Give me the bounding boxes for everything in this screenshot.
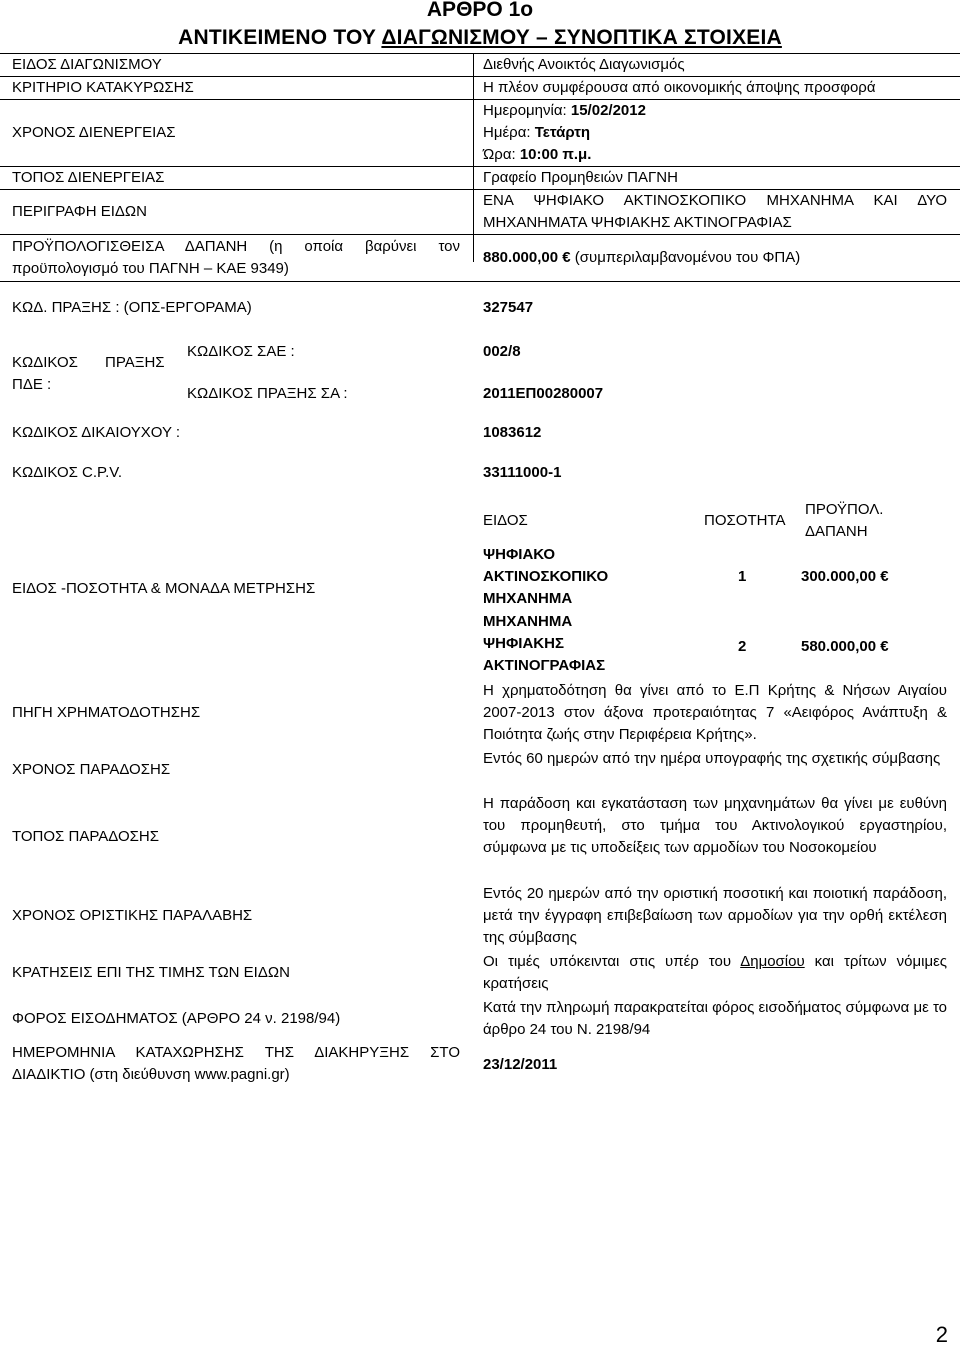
item-2-qty: 2 — [738, 638, 747, 655]
place-value: Γραφείο Προμηθειών ΠΑΓΝΗ — [483, 169, 678, 186]
ops-code-label: ΚΩΔ. ΠΡΑΞΗΣ : (ΟΠΣ-ΕΡΓΟΡΑΜΑ) — [12, 299, 252, 316]
sa-code-value: 2011ΕΠ00280007 — [483, 385, 604, 402]
award-criterion-value: Η πλέον συμφέρουσα από οικονομικής άποψης προσφορά — [483, 79, 876, 96]
time-hour — [483, 144, 947, 166]
publication-label: ΗΜΕΡΟΜΗΝΙΑ ΚΑΤΑΧΩΡΗΣΗΣ ΤΗΣ ΔΙΑΚΗΡΥΞΗΣ ΣΤΟ ΔΙΑΔΙΚΤΙΟ (στη διεύθυνση www.pagni.gr) — [12, 1044, 460, 1083]
item-2-cost — [801, 636, 889, 658]
hour-label: Ώρα: — [483, 146, 520, 163]
item-1-line-3: ΜΗΧΑΝΗΜΑ — [483, 590, 573, 607]
item-1-qty: 1 — [738, 568, 747, 585]
date-value: 15/02/2012 — [570, 102, 646, 119]
euro-symbol: € — [880, 568, 889, 585]
item-2-line-1: ΜΗΧΑΝΗΜΑ — [483, 613, 573, 630]
delivery-time-value: Εντός 60 ημερών από την ημέρα υπογραφής της σχετικής σύμβασης — [483, 750, 941, 767]
funding-value: Η χρηματοδότηση θα γίνει από το Ε.Π Κρήτης & Νήσων Αιγαίου 2007-2013 στον άξονα προτεραιότητας 7 «Αειφόρος Ανάπτυξη & Ποιότητα ζωής στην Περιφέρεια Κρήτης». — [483, 682, 947, 743]
day-value: Τετάρτη — [534, 124, 591, 141]
items-header-item: ΕΙΔΟΣ — [483, 512, 528, 529]
item-2-cost-value: 580.000,00 — [801, 638, 877, 655]
cpv-label: ΚΩΔΙΚΟΣ C.P.V. — [12, 464, 123, 481]
deductions-text-b: και τρίτων νόμιμες κρατήσεις — [483, 953, 947, 992]
row-divider — [0, 234, 960, 235]
description-label: ΠΕΡΙΓΡΑΦΗ ΕΙΔΩΝ — [12, 203, 147, 220]
ops-code-value: 327547 — [483, 299, 534, 316]
sae-code-label: ΚΩΔΙΚΟΣ ΣΑΕ : — [187, 343, 295, 360]
items-label: ΕΙΔΟΣ -ΠΟΣΟΤΗΤΑ & ΜΟΝΑΔΑ ΜΕΤΡΗΣΗΣ — [12, 580, 316, 597]
sa-code-label: ΚΩΔΙΚΟΣ ΠΡΑΞΗΣ ΣΑ : — [187, 385, 348, 402]
budget-value — [483, 247, 947, 269]
time-date — [483, 100, 947, 122]
budget-label: ΠΡΟΫΠΟΛΟΓΙΣΘΕΙΣΑ ΔΑΠΑΝΗ (η οποία βαρύνει τον προϋπολογισμό του ΠΑΓΝΗ – ΚΑΕ 9349) — [12, 238, 460, 277]
award-criterion-label: ΚΡΙΤΗΡΙΟ ΚΑΤΑΚΥΡΩΣΗΣ — [12, 79, 194, 96]
item-1-cost-value: 300.000,00 — [801, 568, 877, 585]
article-subject — [0, 26, 960, 50]
deductions-text-underlined: Δημοσίου — [740, 953, 805, 970]
place-label: ΤΟΠΟΣ ΔΙΕΝΕΡΓΕΙΑΣ — [12, 169, 165, 186]
article-subject-underlined: ΔΙΑΓΩΝΙΣΜΟΥ – ΣΥΝΟΠΤΙΚΑ ΣΤΟΙΧΕΙΑ — [381, 26, 782, 49]
final-acceptance-value: Εντός 20 ημερών από την οριστική ποσοτική και ποιοτική παράδοση, μετά την έγγραφη επιβεβαίωση των αρμοδίων για την ορθή εκτέλεση της σύμβασης — [483, 885, 947, 946]
page-number: 2 — [935, 1322, 948, 1347]
article-heading: ΑΡΘΡΟ 1ο — [426, 0, 534, 21]
items-header-qty: ΠΟΣΟΤΗΤΑ — [704, 512, 786, 529]
income-tax-value: Κατά την πληρωμή παρακρατείται φόρος εισοδήματος σύμφωνα με το άρθρο 24 του Ν. 2198/94 — [483, 999, 947, 1038]
income-tax-label: ΦΟΡΟΣ ΕΙΣΟΔΗΜΑΤΟΣ (ΑΡΘΡΟ 24 ν. 2198/94) — [12, 1010, 341, 1027]
item-1-line-2: ΑΚΤΙΝΟΣΚΟΠΙΚΟ — [483, 568, 609, 585]
item-2-line-2: ΨΗΦΙΑΚΗΣ — [483, 635, 564, 652]
deductions-label: ΚΡΑΤΗΣΕΙΣ ΕΠΙ ΤΗΣ ΤΙΜΗΣ ΤΩΝ ΕΙΔΩΝ — [12, 964, 290, 981]
funding-label: ΠΗΓΗ ΧΡΗΜΑΤΟΔΟΤΗΣΗΣ — [12, 704, 201, 721]
row-divider — [0, 281, 960, 282]
hour-value: 10:00 π.μ. — [519, 146, 592, 163]
deductions-text-a: Οι τιμές υπόκεινται στις υπέρ του — [483, 953, 741, 970]
beneficiary-label: ΚΩΔΙΚΟΣ ΔΙΚΑΙΟΥΧΟΥ : — [12, 424, 181, 441]
item-1-line-1: ΨΗΦΙΑΚΟ — [483, 546, 556, 563]
time-day — [483, 122, 947, 144]
day-label: Ημέρα: — [483, 124, 535, 141]
delivery-place-value: Η παράδοση και εγκατάσταση των μηχανημάτων θα γίνει με ευθύνη του προμηθευτή, στο τμήμα του Ακτινολογικού εργαστηρίου, σύμφωνα με τις υποδείξεις των αρμοδίων του Νοσοκομείου — [483, 795, 947, 856]
publication-value: 23/12/2011 — [483, 1056, 558, 1073]
pde-label-c: ΠΔΕ : — [12, 376, 52, 393]
article-subject-prefix: ΑΝΤΙΚΕΙΜΕΝΟ ΤΟΥ — [178, 26, 382, 49]
cpv-value: 33111000-1 — [483, 464, 562, 481]
item-1-cost — [801, 566, 889, 588]
sae-code-value: 002/8 — [483, 343, 521, 360]
delivery-place-label: ΤΟΠΟΣ ΠΑΡΑΔΟΣΗΣ — [12, 828, 159, 845]
pde-label-b: ΠΡΑΞΗΣ — [105, 354, 165, 371]
table-column-divider — [473, 53, 474, 262]
tender-type-label: ΕΙΔΟΣ ΔΙΑΓΩΝΙΣΜΟΥ — [12, 56, 162, 73]
time-label: ΧΡΟΝΟΣ ΔΙΕΝΕΡΓΕΙΑΣ — [12, 124, 176, 141]
delivery-time-label: ΧΡΟΝΟΣ ΠΑΡΑΔΟΣΗΣ — [12, 761, 171, 778]
deductions-value — [483, 951, 947, 995]
item-2-line-3: ΑΚΤΙΝΟΓΡΑΦΙΑΣ — [483, 657, 606, 674]
description-value: ΕΝΑ ΨΗΦΙΑΚΟ ΑΚΤΙΝΟΣΚΟΠΙΚΟ ΜΗΧΑΝΗΜΑ ΚΑΙ ΔΥΟ ΜΗΧΑΝΗΜΑΤΑ ΨΗΦΙΑΚΗΣ ΑΚΤΙΝΟΓΡΑΦΙΑΣ — [483, 192, 947, 231]
date-label: Ημερομηνία: — [483, 102, 571, 119]
items-header-cost-b: ΔΑΠΑΝΗ — [805, 523, 868, 540]
pde-label-a: ΚΩΔΙΚΟΣ — [12, 354, 78, 371]
budget-amount: 880.000,00 — [483, 249, 559, 266]
budget-note: (συμπεριλαμβανομένου του ΦΠΑ) — [570, 249, 801, 266]
final-acceptance-label: ΧΡΟΝΟΣ ΟΡΙΣΤΙΚΗΣ ΠΑΡΑΛΑΒΗΣ — [12, 907, 253, 924]
euro-symbol: € — [880, 638, 889, 655]
items-header-cost-a: ΠΡΟΫΠΟΛ. — [805, 501, 884, 518]
tender-type-value: Διεθνής Ανοικτός Διαγωνισμός — [483, 56, 685, 73]
beneficiary-value: 1083612 — [483, 424, 542, 441]
euro-symbol: € — [562, 249, 571, 266]
